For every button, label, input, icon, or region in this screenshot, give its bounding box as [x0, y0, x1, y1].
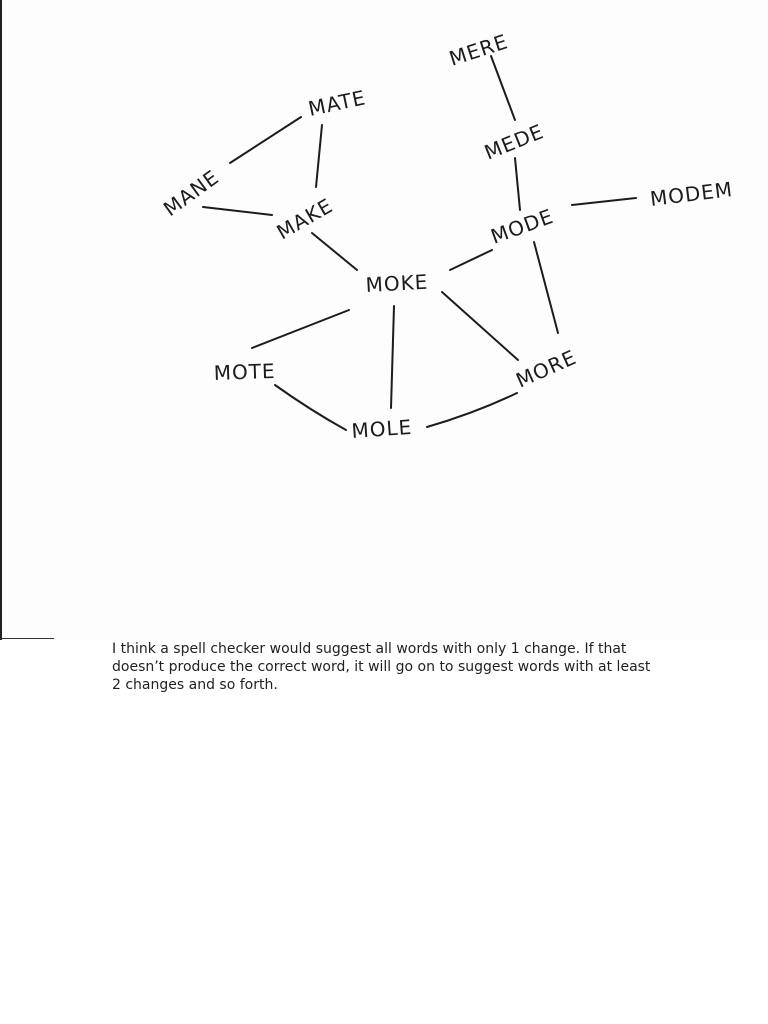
diagram-nodes	[159, 29, 734, 443]
edge-mole-more	[427, 393, 517, 427]
node-modem: MODEM	[648, 176, 735, 211]
node-make: MAKE	[272, 193, 338, 245]
edge-mote-mole	[275, 385, 346, 430]
edge-mate-mane	[230, 117, 301, 163]
node-mere: MERE	[446, 29, 512, 71]
node-more: MORE	[512, 344, 581, 393]
edge-moke-more	[442, 292, 518, 360]
edge-mode-modem	[572, 198, 636, 205]
caption-text: I think a spell checker would suggest all words with only 1 change. If that doesn’t produce the correct word, it will go on to suggest words with at least 2 changes and so forth.	[112, 641, 651, 694]
node-moke: MOKE	[365, 269, 429, 297]
edge-moke-mote	[252, 310, 349, 348]
node-mole: MOLE	[350, 414, 413, 443]
edge-make-moke	[312, 233, 357, 270]
edge-moke-mole	[391, 306, 394, 408]
node-mode: MODE	[487, 203, 557, 249]
node-mede: MEDE	[480, 119, 548, 165]
node-mate: MATE	[306, 85, 369, 121]
edge-mode-more	[534, 242, 558, 333]
edge-mere-mede	[491, 56, 515, 120]
edge-mane-make	[203, 207, 272, 215]
edge-mate-make	[316, 125, 322, 187]
node-mote: MOTE	[213, 358, 276, 385]
edge-mede-mode	[515, 158, 520, 210]
edge-mode-moke	[450, 250, 492, 270]
node-mane: MANE	[158, 164, 224, 222]
